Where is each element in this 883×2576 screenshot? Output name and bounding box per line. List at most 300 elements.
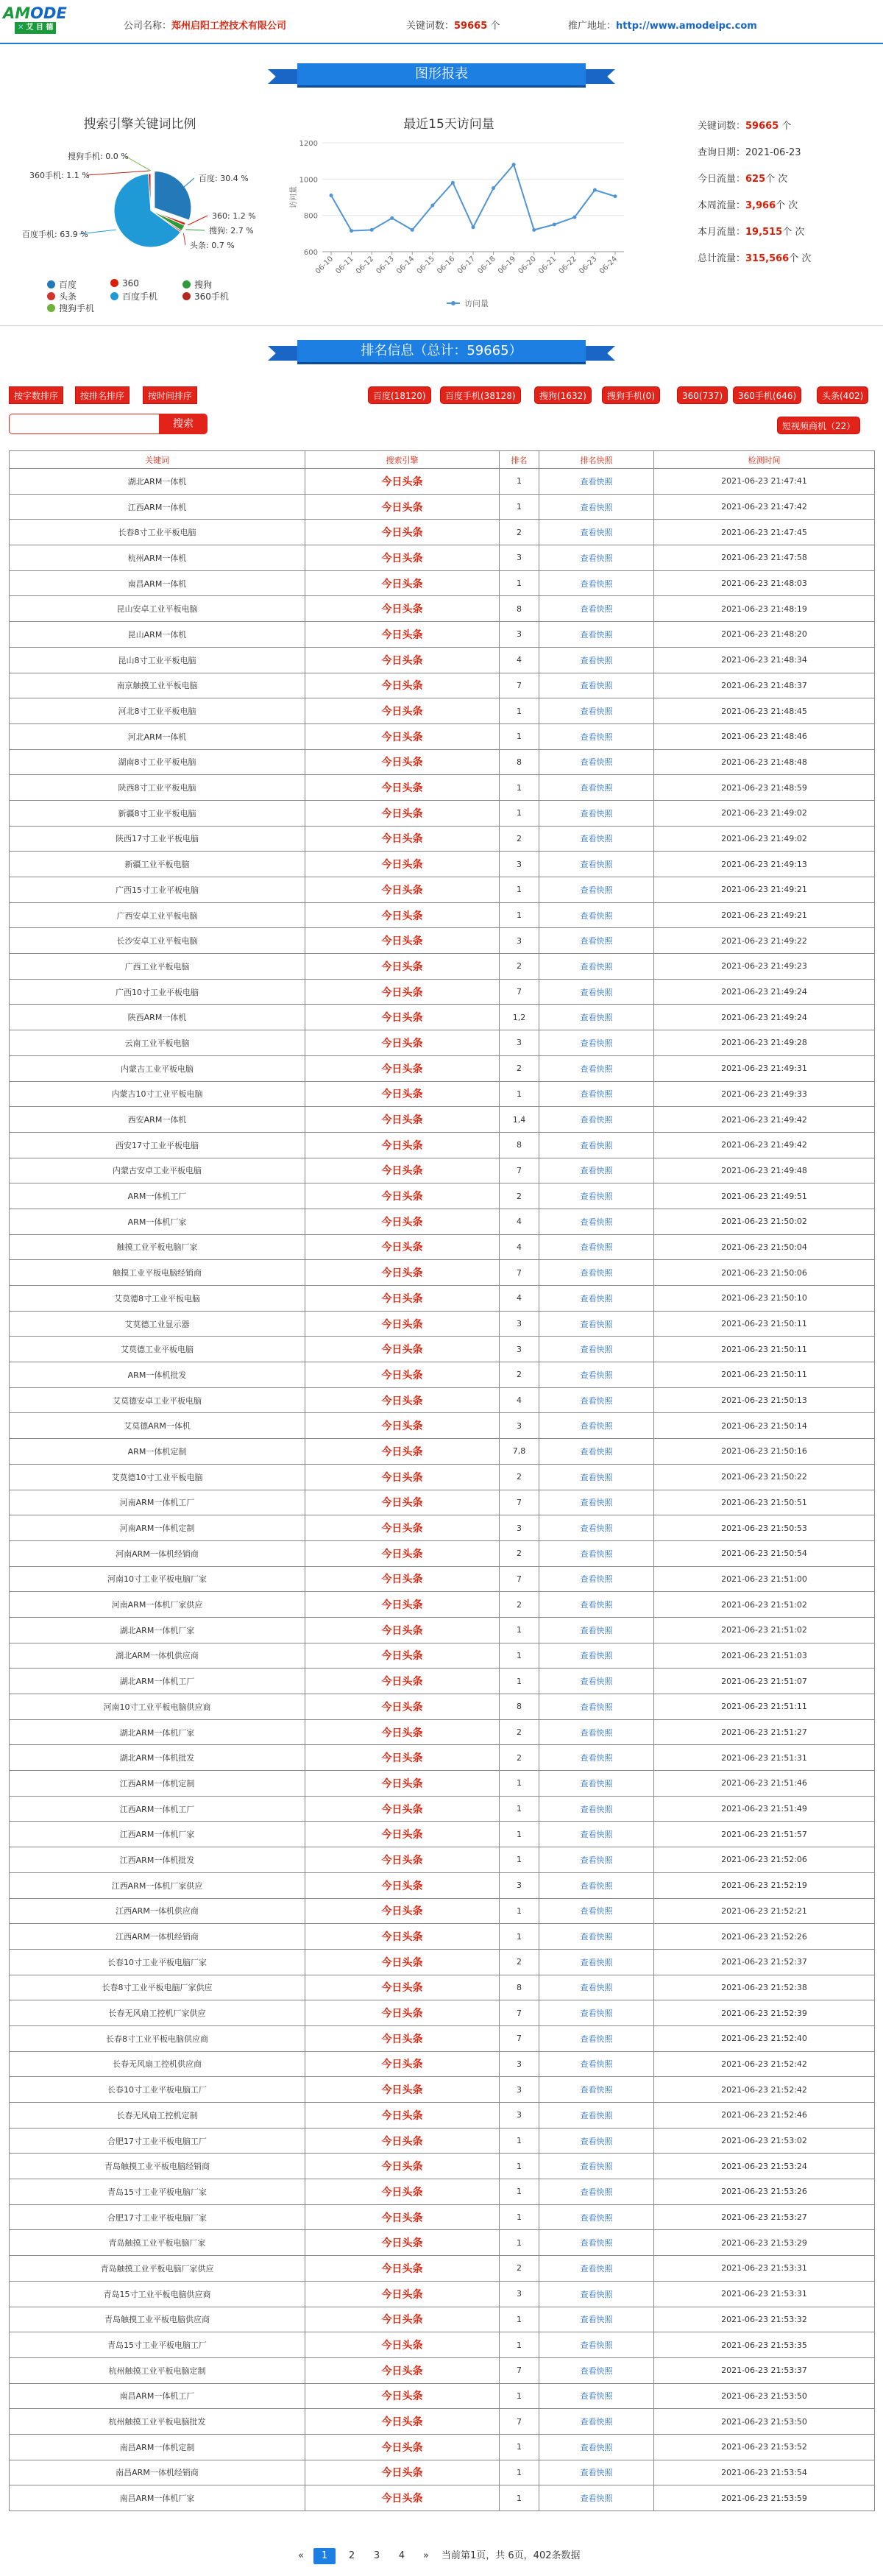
- table-row: [10, 1669, 875, 1694]
- engine-filter-button[interactable]: 百度(18120): [368, 386, 431, 404]
- table-row: [10, 545, 875, 571]
- cell-engine: 今日头条: [305, 520, 500, 545]
- x-tick-label: 06-18: [476, 255, 497, 276]
- stat-label: 查询日期：: [698, 147, 746, 158]
- stat-unit: 个: [779, 121, 792, 132]
- cell-rank: 3: [500, 1337, 539, 1362]
- col-rank[interactable]: 排名: [500, 451, 539, 469]
- legend-dot-icon: [110, 279, 118, 287]
- view-snapshot-link[interactable]: 查看快照: [539, 1872, 654, 1898]
- section-divider: [0, 325, 883, 326]
- cell-rank: 2: [500, 1540, 539, 1566]
- pager-page-2[interactable]: 2: [348, 2550, 355, 2561]
- table-row: [10, 1847, 875, 1873]
- data-point[interactable]: [370, 228, 374, 232]
- view-snapshot-link[interactable]: 查看快照: [539, 1566, 654, 1592]
- table-row: [10, 2103, 875, 2129]
- table-row: [10, 723, 875, 749]
- ranking-info-title: 排名信息（总计：59665）: [297, 340, 586, 362]
- table-row: [10, 1643, 875, 1669]
- pager-prev[interactable]: «: [298, 2550, 304, 2561]
- table-row: [10, 1515, 875, 1541]
- engine-filter-button[interactable]: 360(737): [677, 386, 728, 404]
- cell-engine: 今日头条: [305, 622, 500, 648]
- view-snapshot-link[interactable]: 查看快照: [539, 749, 654, 775]
- view-snapshot-link[interactable]: 查看快照: [539, 596, 654, 622]
- x-tick-label: 06-19: [496, 255, 518, 276]
- cell-rank: 3: [500, 2051, 539, 2077]
- pager-next[interactable]: »: [423, 2550, 429, 2561]
- cell-time: 2021-06-23 21:51:11: [654, 1694, 875, 1720]
- view-snapshot-link[interactable]: 查看快照: [539, 2128, 654, 2154]
- cell-time: 2021-06-23 21:49:33: [654, 1081, 875, 1107]
- cell-time: 2021-06-23 21:52:40: [654, 2025, 875, 2051]
- cell-rank: 3: [500, 545, 539, 571]
- table-row: [10, 2077, 875, 2103]
- cell-rank: 1: [500, 1822, 539, 1847]
- data-point[interactable]: [532, 228, 536, 232]
- cell-engine: 今日头条: [305, 1669, 500, 1694]
- view-snapshot-link[interactable]: 查看快照: [539, 2281, 654, 2307]
- cell-keyword: 陕西ARM一体机: [10, 1005, 305, 1030]
- view-snapshot-link[interactable]: 查看快照: [539, 826, 654, 852]
- view-snapshot-link[interactable]: 查看快照: [539, 979, 654, 1005]
- view-snapshot-link[interactable]: 查看快照: [539, 1439, 654, 1465]
- sort-button[interactable]: 按字数排序: [9, 386, 63, 404]
- view-snapshot-link[interactable]: 查看快照: [539, 723, 654, 749]
- table-row: [10, 520, 875, 545]
- cell-time: 2021-06-23 21:51:02: [654, 1592, 875, 1618]
- page-header: [0, 0, 883, 52]
- cell-rank: 4: [500, 1234, 539, 1260]
- cell-keyword: 艾莫德ARM一体机: [10, 1413, 305, 1439]
- view-snapshot-link[interactable]: 查看快照: [539, 2485, 654, 2511]
- pie-legend-item[interactable]: [47, 278, 77, 291]
- x-tick-label: 06-11: [334, 255, 355, 276]
- data-point[interactable]: [330, 194, 333, 197]
- line-legend-label[interactable]: 访问量: [464, 299, 489, 308]
- view-snapshot-link[interactable]: 查看快照: [539, 1975, 654, 2000]
- view-snapshot-link[interactable]: 查看快照: [539, 1387, 654, 1413]
- cell-time: 2021-06-23 21:49:13: [654, 852, 875, 877]
- promo-url-link[interactable]: http://www.amodeipc.com: [616, 21, 757, 32]
- data-point[interactable]: [350, 229, 353, 233]
- cell-keyword: 长春10寸工业平板电脑工厂: [10, 2077, 305, 2103]
- engine-filter-button[interactable]: 头条(402): [817, 386, 868, 404]
- cell-engine: 今日头条: [305, 1387, 500, 1413]
- y-axis-label: 访问量: [290, 186, 298, 208]
- table-row: [10, 1183, 875, 1209]
- cell-keyword: 长春无风扇工控机供应商: [10, 2051, 305, 2077]
- x-tick-label: 06-17: [455, 255, 478, 276]
- view-snapshot-link[interactable]: 查看快照: [539, 1311, 654, 1337]
- pager-page-3[interactable]: 3: [373, 2550, 380, 2561]
- view-snapshot-link[interactable]: 查看快照: [539, 1183, 654, 1209]
- table-row: [10, 1107, 875, 1133]
- cell-keyword: ARM一体机工厂: [10, 1183, 305, 1209]
- sort-button[interactable]: 按排名排序: [75, 386, 130, 404]
- cell-rank: 3: [500, 1413, 539, 1439]
- cell-time: 2021-06-23 21:52:39: [654, 2000, 875, 2026]
- view-snapshot-link[interactable]: 查看快照: [539, 852, 654, 877]
- cell-keyword: 湖北ARM一体机批发: [10, 1745, 305, 1771]
- col-engine[interactable]: 搜索引擎: [305, 451, 500, 469]
- table-row: [10, 698, 875, 724]
- view-snapshot-link[interactable]: 查看快照: [539, 1030, 654, 1056]
- cell-rank: 8: [500, 1132, 539, 1158]
- legend-dot-icon: [47, 280, 55, 289]
- cell-time: 2021-06-23 21:49:21: [654, 877, 875, 903]
- cell-rank: 2: [500, 1183, 539, 1209]
- cell-engine: 今日头条: [305, 2357, 500, 2383]
- cell-time: 2021-06-23 21:51:00: [654, 1566, 875, 1592]
- view-snapshot-link[interactable]: 查看快照: [539, 1822, 654, 1847]
- cell-engine: 今日头条: [305, 1719, 500, 1745]
- logo-mark-icon: ✕: [18, 24, 24, 32]
- pager-page-4[interactable]: 4: [398, 2550, 405, 2561]
- legend-dot-icon: [182, 292, 191, 300]
- cell-time: 2021-06-23 21:53:59: [654, 2485, 875, 2511]
- view-snapshot-link[interactable]: 查看快照: [539, 1337, 654, 1362]
- view-snapshot-link[interactable]: 查看快照: [539, 1745, 654, 1771]
- logo-text-b: ODE: [30, 4, 67, 22]
- view-snapshot-link[interactable]: 查看快照: [539, 2307, 654, 2332]
- view-snapshot-link[interactable]: 查看快照: [539, 1540, 654, 1566]
- table-row: [10, 1413, 875, 1439]
- cell-keyword: 艾莫德8寸工业平板电脑: [10, 1286, 305, 1312]
- cell-time: 2021-06-23 21:53:50: [654, 2383, 875, 2409]
- pie-legend-item[interactable]: [182, 290, 229, 302]
- pie-leader-line: [87, 171, 149, 175]
- view-snapshot-link[interactable]: 查看快照: [539, 1617, 654, 1643]
- cell-engine: 今日头条: [305, 570, 500, 596]
- cell-time: 2021-06-23 21:49:21: [654, 902, 875, 928]
- view-snapshot-link[interactable]: 查看快照: [539, 622, 654, 648]
- cell-time: 2021-06-23 21:50:06: [654, 1260, 875, 1286]
- sort-button[interactable]: 按时间排序: [143, 386, 197, 404]
- cell-keyword: 艾莫德工业平板电脑: [10, 1337, 305, 1362]
- table-row: [10, 877, 875, 903]
- cell-time: 2021-06-23 21:49:23: [654, 954, 875, 980]
- view-snapshot-link[interactable]: 查看快照: [539, 2460, 654, 2485]
- cell-time: 2021-06-23 21:49:42: [654, 1132, 875, 1158]
- data-point[interactable]: [411, 228, 414, 232]
- view-snapshot-link[interactable]: 查看快照: [539, 1898, 654, 1924]
- cell-rank: 7: [500, 1566, 539, 1592]
- table-row: [10, 1924, 875, 1950]
- view-snapshot-link[interactable]: 查看快照: [539, 1234, 654, 1260]
- cell-engine: 今日头条: [305, 2434, 500, 2460]
- stat-label: 关键词数：: [698, 121, 746, 132]
- cell-keyword: 西安17寸工业平板电脑: [10, 1132, 305, 1158]
- cell-keyword: 青岛触摸工业平板电脑供应商: [10, 2307, 305, 2332]
- view-snapshot-link[interactable]: 查看快照: [539, 2154, 654, 2179]
- cell-keyword: 河南10寸工业平板电脑供应商: [10, 1694, 305, 1720]
- data-point[interactable]: [472, 225, 475, 229]
- cell-rank: 3: [500, 852, 539, 877]
- col-keyword[interactable]: 关键词: [10, 451, 305, 469]
- cell-rank: 3: [500, 1030, 539, 1056]
- view-snapshot-link[interactable]: 查看快照: [539, 698, 654, 724]
- view-snapshot-link[interactable]: 查看快照: [539, 2077, 654, 2103]
- cell-time: 2021-06-23 21:50:13: [654, 1387, 875, 1413]
- engine-filter-button[interactable]: 百度手机(38128): [440, 386, 521, 404]
- view-snapshot-link[interactable]: 查看快照: [539, 2179, 654, 2205]
- data-point[interactable]: [492, 186, 495, 190]
- cell-engine: 今日头条: [305, 2383, 500, 2409]
- view-snapshot-link[interactable]: 查看快照: [539, 1924, 654, 1950]
- view-snapshot-link[interactable]: 查看快照: [539, 647, 654, 673]
- view-snapshot-link[interactable]: 查看快照: [539, 1081, 654, 1107]
- cell-rank: 4: [500, 647, 539, 673]
- cell-keyword: 艾莫德安卓工业平板电脑: [10, 1387, 305, 1413]
- cell-engine: 今日头条: [305, 596, 500, 622]
- logo[interactable]: [3, 4, 77, 37]
- view-snapshot-link[interactable]: 查看快照: [539, 545, 654, 571]
- cell-engine: 今日头条: [305, 1005, 500, 1030]
- data-point[interactable]: [572, 216, 576, 219]
- view-snapshot-link[interactable]: 查看快照: [539, 1847, 654, 1873]
- pie-slice-label: 360手机: 1.1 %: [29, 171, 90, 180]
- pie-slice-label: 360: 1.2 %: [212, 211, 256, 221]
- cell-keyword: 长春10寸工业平板电脑厂家: [10, 1949, 305, 1975]
- cell-time: 2021-06-23 21:52:37: [654, 1949, 875, 1975]
- table-row: [10, 2128, 875, 2154]
- cell-time: 2021-06-23 21:50:10: [654, 1286, 875, 1312]
- stat-value: 2021-06-23: [745, 147, 801, 158]
- cell-keyword: 新疆工业平板电脑: [10, 852, 305, 877]
- cell-time: 2021-06-23 21:53:37: [654, 2357, 875, 2383]
- view-snapshot-link[interactable]: 查看快照: [539, 1362, 654, 1388]
- cell-engine: 今日头条: [305, 1490, 500, 1515]
- cell-rank: 1: [500, 1669, 539, 1694]
- cell-engine: 今日头条: [305, 877, 500, 903]
- view-snapshot-link[interactable]: 查看快照: [539, 1592, 654, 1618]
- engine-filter-button[interactable]: 360手机(646): [733, 386, 801, 404]
- view-snapshot-link[interactable]: 查看快照: [539, 1260, 654, 1286]
- cell-rank: 7: [500, 1490, 539, 1515]
- view-snapshot-link[interactable]: 查看快照: [539, 1719, 654, 1745]
- cell-keyword: 杭州触摸工业平板电脑定制: [10, 2357, 305, 2383]
- view-snapshot-link[interactable]: 查看快照: [539, 1796, 654, 1822]
- view-snapshot-link[interactable]: 查看快照: [539, 954, 654, 980]
- cell-engine: 今日头条: [305, 1949, 500, 1975]
- cell-rank: 7: [500, 2409, 539, 2435]
- cell-keyword: 青岛触摸工业平板电脑厂家: [10, 2230, 305, 2256]
- view-snapshot-link[interactable]: 查看快照: [539, 494, 654, 520]
- cell-time: 2021-06-23 21:49:24: [654, 979, 875, 1005]
- pie-chart: [0, 132, 272, 316]
- view-snapshot-link[interactable]: 查看快照: [539, 570, 654, 596]
- table-row: [10, 2154, 875, 2179]
- view-snapshot-link[interactable]: 查看快照: [539, 1005, 654, 1030]
- cell-engine: 今日头条: [305, 2485, 500, 2511]
- engine-filter-button[interactable]: 搜狗(1632): [534, 386, 592, 404]
- view-snapshot-link[interactable]: 查看快照: [539, 1490, 654, 1515]
- cell-rank: 1: [500, 775, 539, 801]
- data-point[interactable]: [430, 204, 434, 208]
- view-snapshot-link[interactable]: 查看快照: [539, 2025, 654, 2051]
- cell-keyword: 昆山8寸工业平板电脑: [10, 647, 305, 673]
- cell-engine: 今日头条: [305, 1872, 500, 1898]
- cell-rank: 1: [500, 1643, 539, 1669]
- view-snapshot-link[interactable]: 查看快照: [539, 2103, 654, 2129]
- view-snapshot-link[interactable]: 查看快照: [539, 520, 654, 545]
- view-snapshot-link[interactable]: 查看快照: [539, 2357, 654, 2383]
- view-snapshot-link[interactable]: 查看快照: [539, 1413, 654, 1439]
- cell-engine: 今日头条: [305, 2154, 500, 2179]
- view-snapshot-link[interactable]: 查看快照: [539, 1107, 654, 1133]
- view-snapshot-link[interactable]: 查看快照: [539, 2409, 654, 2435]
- view-snapshot-link[interactable]: 查看快照: [539, 1771, 654, 1797]
- stat-value: 625: [745, 174, 766, 185]
- table-row: [10, 1592, 875, 1618]
- pie-slice-label: 百度手机: 63.9 %: [22, 230, 88, 239]
- cell-time: 2021-06-23 21:51:03: [654, 1643, 875, 1669]
- view-snapshot-link[interactable]: 查看快照: [539, 2230, 654, 2256]
- cell-rank: 3: [500, 1515, 539, 1541]
- pie-legend-item[interactable]: [182, 278, 212, 291]
- pie-legend-item[interactable]: [47, 302, 94, 314]
- kw-value: 59665: [454, 21, 488, 32]
- view-snapshot-link[interactable]: 查看快照: [539, 2204, 654, 2230]
- table-row: [10, 1771, 875, 1797]
- cell-keyword: 艾莫德工业显示器: [10, 1311, 305, 1337]
- table-row: [10, 1975, 875, 2000]
- view-snapshot-link[interactable]: 查看快照: [539, 2434, 654, 2460]
- cell-keyword: 广西安卓工业平板电脑: [10, 902, 305, 928]
- cell-engine: 今日头条: [305, 1592, 500, 1618]
- table-row: [10, 1387, 875, 1413]
- cell-rank: 2: [500, 520, 539, 545]
- stat-label: 总计流量：: [698, 253, 746, 264]
- cell-time: 2021-06-23 21:50:14: [654, 1413, 875, 1439]
- pager-page-1[interactable]: 1: [313, 2548, 336, 2564]
- view-snapshot-link[interactable]: 查看快照: [539, 1158, 654, 1183]
- view-snapshot-link[interactable]: 查看快照: [539, 1132, 654, 1158]
- view-snapshot-link[interactable]: 查看快照: [539, 2000, 654, 2026]
- cell-keyword: 江西ARM一体机批发: [10, 1847, 305, 1873]
- cell-time: 2021-06-23 21:48:59: [654, 775, 875, 801]
- view-snapshot-link[interactable]: 查看快照: [539, 1669, 654, 1694]
- col-snapshot[interactable]: 排名快照: [539, 451, 654, 469]
- cell-rank: 4: [500, 1387, 539, 1413]
- search-input[interactable]: [9, 414, 161, 434]
- view-snapshot-link[interactable]: 查看快照: [539, 1515, 654, 1541]
- cell-keyword: 湖北ARM一体机供应商: [10, 1643, 305, 1669]
- view-snapshot-link[interactable]: 查看快照: [539, 1949, 654, 1975]
- cell-time: 2021-06-23 21:48:19: [654, 596, 875, 622]
- cell-keyword: 河南10寸工业平板电脑厂家: [10, 1566, 305, 1592]
- cell-engine: 今日头条: [305, 1337, 500, 1362]
- engine-filter-button[interactable]: 搜狗手机(0): [602, 386, 660, 404]
- cell-engine: 今日头条: [305, 826, 500, 852]
- data-point[interactable]: [593, 188, 597, 192]
- view-snapshot-link[interactable]: 查看快照: [539, 800, 654, 826]
- view-snapshot-link[interactable]: 查看快照: [539, 877, 654, 903]
- cell-keyword: 长春无风扇工控机定制: [10, 2103, 305, 2129]
- cell-keyword: 广西工业平板电脑: [10, 954, 305, 980]
- cell-time: 2021-06-23 21:48:48: [654, 749, 875, 775]
- legend-dot-icon: [47, 304, 55, 312]
- view-snapshot-link[interactable]: 查看快照: [539, 2256, 654, 2282]
- cell-time: 2021-06-23 21:49:28: [654, 1030, 875, 1056]
- table-row: [10, 1898, 875, 1924]
- table-row: [10, 1694, 875, 1720]
- col-time[interactable]: 检测时间: [654, 451, 875, 469]
- cell-engine: 今日头条: [305, 1643, 500, 1669]
- data-point[interactable]: [390, 216, 394, 220]
- cell-rank: 1: [500, 698, 539, 724]
- view-snapshot-link[interactable]: 查看快照: [539, 928, 654, 954]
- view-snapshot-link[interactable]: 查看快照: [539, 469, 654, 495]
- cell-engine: 今日头条: [305, 1055, 500, 1081]
- cell-engine: 今日头条: [305, 2051, 500, 2077]
- short-video-button[interactable]: 短视频商机（22）: [777, 417, 860, 434]
- view-snapshot-link[interactable]: 查看快照: [539, 1209, 654, 1234]
- data-point[interactable]: [614, 194, 617, 198]
- cell-time: 2021-06-23 21:52:38: [654, 1975, 875, 2000]
- pie-legend-item[interactable]: [110, 278, 139, 289]
- cell-keyword: 湖北ARM一体机工厂: [10, 1669, 305, 1694]
- cell-time: 2021-06-23 21:49:22: [654, 928, 875, 954]
- cell-engine: 今日头条: [305, 1771, 500, 1797]
- cell-rank: 7: [500, 2357, 539, 2383]
- cell-time: 2021-06-23 21:47:42: [654, 494, 875, 520]
- stat-value: 3,966: [745, 200, 776, 211]
- view-snapshot-link[interactable]: 查看快照: [539, 2332, 654, 2358]
- table-row: [10, 469, 875, 495]
- view-snapshot-link[interactable]: 查看快照: [539, 902, 654, 928]
- cell-keyword: ARM一体机批发: [10, 1362, 305, 1388]
- series-line: [331, 165, 615, 231]
- pie-slice-label: 百度: 30.4 %: [199, 174, 249, 183]
- cell-rank: 1,4: [500, 1107, 539, 1133]
- pie-slice[interactable]: [155, 171, 191, 221]
- view-snapshot-link[interactable]: 查看快照: [539, 673, 654, 698]
- cell-engine: 今日头条: [305, 954, 500, 980]
- x-tick-label: 06-23: [578, 255, 599, 276]
- view-snapshot-link[interactable]: 查看快照: [539, 1286, 654, 1312]
- view-snapshot-link[interactable]: 查看快照: [539, 1694, 654, 1720]
- pie-legend-item[interactable]: [110, 290, 157, 302]
- pie-legend-item[interactable]: [47, 290, 77, 302]
- cell-time: 2021-06-23 21:49:51: [654, 1183, 875, 1209]
- data-point[interactable]: [451, 181, 455, 185]
- view-snapshot-link[interactable]: 查看快照: [539, 775, 654, 801]
- view-snapshot-link[interactable]: 查看快照: [539, 1643, 654, 1669]
- cell-rank: 1: [500, 2307, 539, 2332]
- cell-keyword: 内蒙古10寸工业平板电脑: [10, 1081, 305, 1107]
- search-button[interactable]: 搜索: [159, 414, 208, 434]
- view-snapshot-link[interactable]: 查看快照: [539, 2383, 654, 2409]
- view-snapshot-link[interactable]: 查看快照: [539, 1464, 654, 1490]
- cell-rank: 3: [500, 1311, 539, 1337]
- cell-engine: 今日头条: [305, 494, 500, 520]
- company-info: [124, 18, 286, 32]
- cell-keyword: 南昌ARM一体机经销商: [10, 2460, 305, 2485]
- view-snapshot-link[interactable]: 查看快照: [539, 2051, 654, 2077]
- cell-rank: 2: [500, 1719, 539, 1745]
- view-snapshot-link[interactable]: 查看快照: [539, 1055, 654, 1081]
- table-row: [10, 1566, 875, 1592]
- x-tick-label: 06-20: [517, 255, 538, 276]
- data-point[interactable]: [553, 223, 556, 227]
- table-row: [10, 979, 875, 1005]
- data-point[interactable]: [512, 163, 516, 166]
- cell-keyword: 陕西8寸工业平板电脑: [10, 775, 305, 801]
- table-body: [10, 469, 875, 2511]
